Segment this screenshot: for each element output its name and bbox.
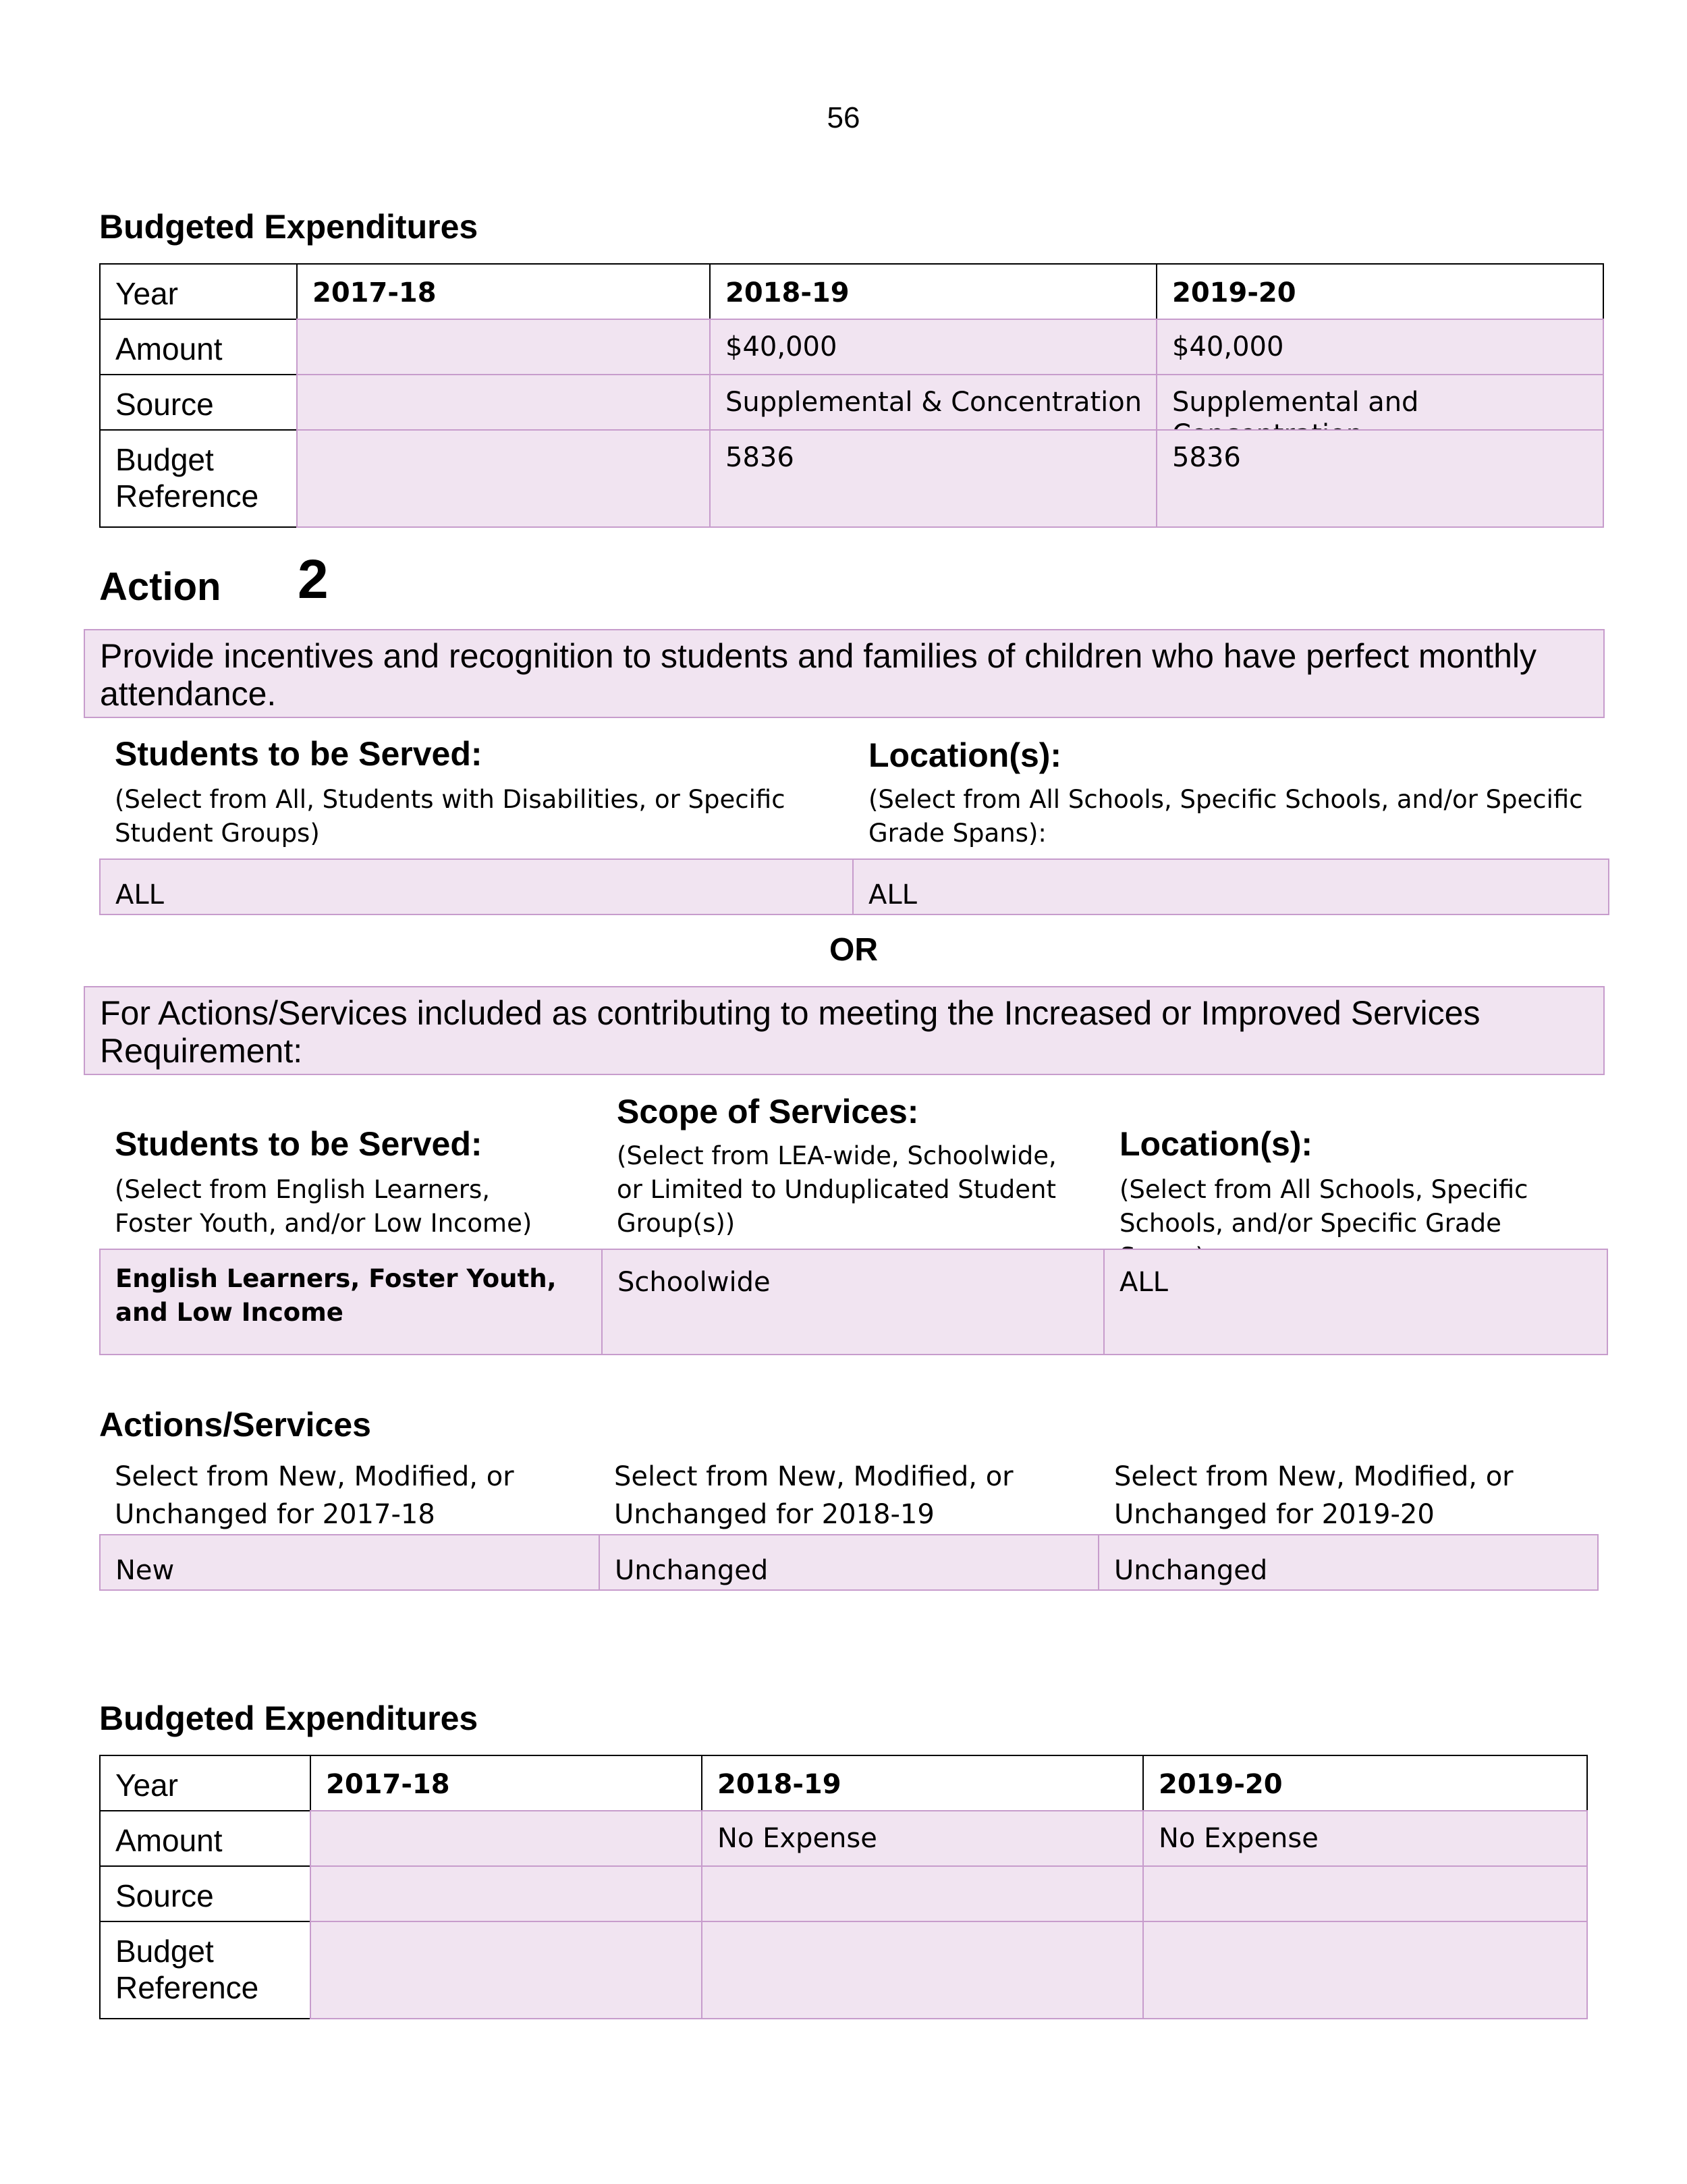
source-2018-19[interactable] xyxy=(701,1865,1144,1922)
actions-services-hint-2019-20: Select from New, Modified, or Unchanged for 2019-20 xyxy=(1114,1461,1514,1530)
scope-title: Scope of Services: xyxy=(617,1093,919,1130)
increased-services-description[interactable]: For Actions/Services included as contributing to meeting the Increased or Improved Services Requirement: xyxy=(84,986,1605,1075)
action-description[interactable]: Provide incentives and recognition to students and families of children who have perfect monthly attendance. xyxy=(84,629,1605,718)
students-served-hint: (Select from All, Students with Disabilities, or Specific Student Groups) xyxy=(115,785,785,848)
source-2017-18[interactable] xyxy=(310,1865,702,1922)
year-label: Year xyxy=(99,263,298,320)
actions-services-hint-2017-18: Select from New, Modified, or Unchanged for 2017-18 xyxy=(115,1461,514,1530)
amount-2017-18[interactable] xyxy=(310,1810,702,1867)
budget-reference-2019-20[interactable] xyxy=(1142,1921,1588,2019)
actions-services-title: Actions/Services xyxy=(99,1406,371,1444)
amount-2019-20[interactable]: $40,000 xyxy=(1156,319,1604,375)
budget-reference-2018-19[interactable] xyxy=(701,1921,1144,2019)
or-separator: OR xyxy=(829,932,878,968)
budget-reference-2017-18[interactable] xyxy=(310,1921,702,2019)
increased-location-title: Location(s): xyxy=(1119,1125,1313,1163)
source-label: Source xyxy=(99,1865,311,1922)
amount-label: Amount xyxy=(99,1810,311,1867)
amount-label: Amount xyxy=(99,319,298,375)
year-header-2018-19: 2018-19 xyxy=(701,1755,1144,1811)
location-title: Location(s): xyxy=(868,736,1062,774)
year-header-2017-18: 2017-18 xyxy=(310,1755,702,1811)
actions-services-value-2018-19[interactable]: Unchanged xyxy=(599,1534,1099,1591)
amount-2018-19[interactable]: No Expense xyxy=(701,1810,1144,1867)
year-header-2019-20: 2019-20 xyxy=(1156,263,1604,320)
students-served-title: Students to be Served: xyxy=(115,735,482,773)
amount-2018-19[interactable]: $40,000 xyxy=(709,319,1157,375)
source-label: Source xyxy=(99,374,298,431)
budget-reference-2019-20[interactable]: 5836 xyxy=(1156,429,1604,528)
source-2019-20[interactable]: Supplemental and xyxy=(1156,374,1604,431)
page-number: 56 xyxy=(827,101,860,134)
actions-services-value-2019-20[interactable]: Unchanged xyxy=(1098,1534,1599,1591)
action-label: Action xyxy=(99,565,221,609)
action-number: 2 xyxy=(298,549,329,610)
budget-reference-label: Budget Reference xyxy=(99,1921,311,2019)
year-label: Year xyxy=(99,1755,311,1811)
increased-location-value[interactable]: ALL xyxy=(1103,1249,1608,1355)
actions-services-hint-2018-19: Select from New, Modified, or Unchanged for 2018-19 xyxy=(614,1461,1014,1530)
increased-students-hint: (Select from English Learners, Foster Youth, and/or Low Income) xyxy=(115,1175,532,1238)
scope-hint: (Select from LEA-wide, Schoolwide, or Limited to Unduplicated Student Group(s)) xyxy=(617,1141,1057,1238)
source-2017-18[interactable] xyxy=(296,374,711,431)
students-served-value[interactable]: ALL xyxy=(99,858,854,915)
source-2018-19[interactable]: Supplemental & Concentration xyxy=(709,374,1157,431)
location-hint: (Select from All Schools, Specific Schools, and/or Specific Grade Spans): xyxy=(868,785,1583,848)
scope-value[interactable]: Schoolwide xyxy=(601,1249,1105,1355)
increased-students-value[interactable]: English Learners, Foster Youth, and Low Income xyxy=(99,1249,603,1355)
location-value[interactable]: ALL xyxy=(852,858,1609,915)
budget-title: Budgeted Expenditures xyxy=(99,208,478,246)
actions-services-value-2017-18[interactable]: New xyxy=(99,1534,600,1591)
budget-reference-label: Budget Reference xyxy=(99,429,298,528)
budget-title-2: Budgeted Expenditures xyxy=(99,1699,478,1737)
source-2019-20[interactable] xyxy=(1142,1865,1588,1922)
budget-reference-2017-18[interactable] xyxy=(296,429,711,528)
increased-location-hint: (Select from All Schools, Specific Schools, and/or Specific Grade xyxy=(1119,1175,1528,1238)
year-header-2017-18: 2017-18 xyxy=(296,263,711,320)
year-header-2019-20: 2019-20 xyxy=(1142,1755,1588,1811)
amount-2019-20[interactable]: No Expense xyxy=(1142,1810,1588,1867)
budget-reference-2018-19[interactable]: 5836 xyxy=(709,429,1157,528)
increased-students-title: Students to be Served: xyxy=(115,1125,482,1163)
amount-2017-18[interactable] xyxy=(296,319,711,375)
year-header-2018-19: 2018-19 xyxy=(709,263,1157,320)
